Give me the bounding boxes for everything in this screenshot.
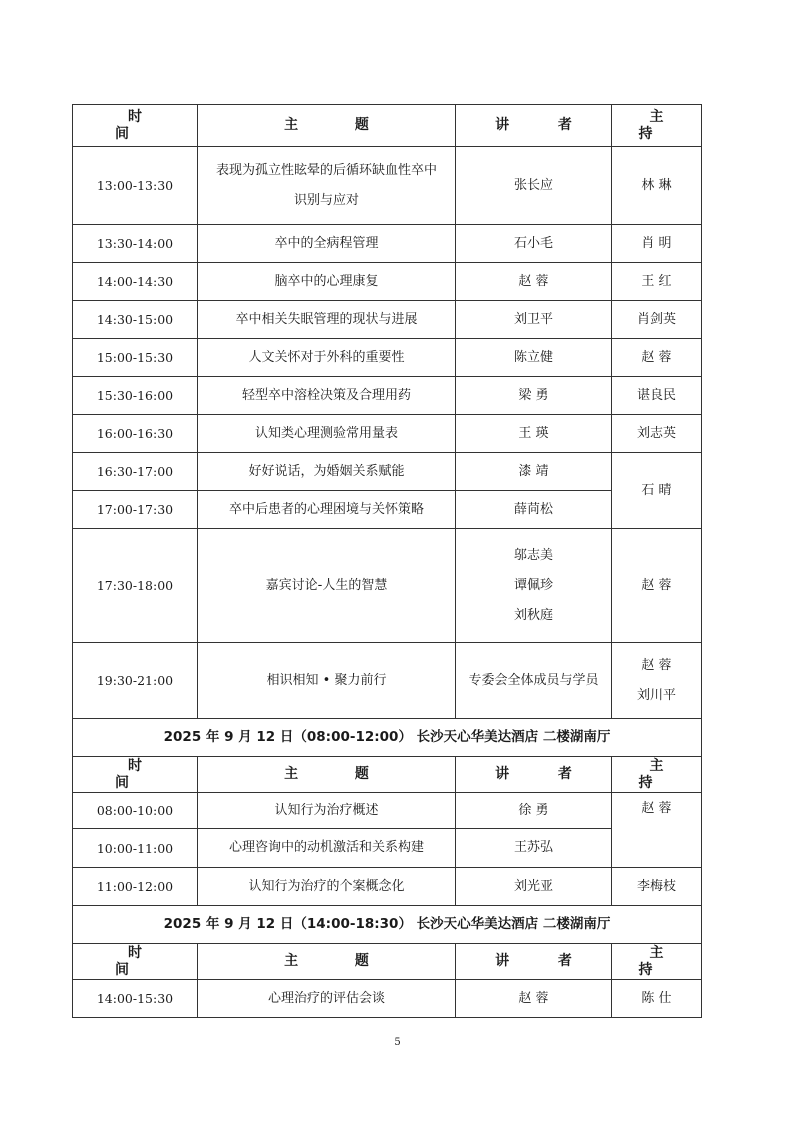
time-cell: 19:30-21:00: [73, 643, 198, 719]
speaker-cell: 石小毛: [456, 225, 612, 263]
speaker-cell: 张长应: [456, 147, 612, 225]
topic-cell: 卒中相关失眠管理的现状与进展: [198, 301, 456, 339]
header-time: 时 间: [73, 757, 198, 793]
topic-cell: 表现为孤立性眩晕的后循环缺血性卒中 识别与应对: [198, 147, 456, 225]
topic-cell: 相识相知 • 聚力前行: [198, 643, 456, 719]
header-host: 主 持: [612, 105, 702, 147]
header-speaker: 讲 者: [456, 105, 612, 147]
time-cell: 16:00-16:30: [73, 415, 198, 453]
table-row: [73, 829, 702, 868]
header-row: [73, 757, 702, 793]
time-cell: 08:00-10:00: [73, 793, 198, 829]
header-topic: 主 题: [198, 757, 456, 793]
topic-cell: 好好说话，为婚姻关系赋能: [198, 453, 456, 491]
time-cell: 17:30-18:00: [73, 529, 198, 643]
time-cell: 17:00-17:30: [73, 491, 198, 529]
host-cell: 谌良民: [612, 377, 702, 415]
topic-cell: 脑卒中的心理康复: [198, 263, 456, 301]
header-topic: 主 题: [198, 944, 456, 980]
session-title-row: [73, 719, 702, 757]
speaker-cell: 王 瑛: [456, 415, 612, 453]
host-cell: 赵 蓉 刘川平: [612, 643, 702, 719]
table-row: [73, 529, 702, 643]
topic-cell: 认知行为治疗概述: [198, 793, 456, 829]
host-cell: 肖 明: [612, 225, 702, 263]
speaker-cell: 刘卫平: [456, 301, 612, 339]
header-time: 时 间: [73, 105, 198, 147]
topic-cell: 心理咨询中的动机激活和关系构建: [198, 829, 456, 868]
host-cell: 刘志英: [612, 415, 702, 453]
time-cell: 10:00-11:00: [73, 829, 198, 868]
time-cell: 14:30-15:00: [73, 301, 198, 339]
speaker-cell: 陈立健: [456, 339, 612, 377]
topic-cell: 认知行为治疗的个案概念化: [198, 868, 456, 906]
topic-cell: 卒中的全病程管理: [198, 225, 456, 263]
host-cell: 赵 蓉: [612, 339, 702, 377]
session-title-row: [73, 906, 702, 944]
time-cell: 16:30-17:00: [73, 453, 198, 491]
header-host: 主 持: [612, 757, 702, 793]
table-row: [73, 415, 702, 453]
speaker-cell: 王苏弘: [456, 829, 612, 868]
topic-cell: 轻型卒中溶栓决策及合理用药: [198, 377, 456, 415]
host-cell: 王 红: [612, 263, 702, 301]
speaker-cell: 薛苘松: [456, 491, 612, 529]
table-row: [73, 339, 702, 377]
table-row: [73, 453, 702, 491]
speaker-cell: 赵 蓉: [456, 980, 612, 1018]
time-cell: 14:00-14:30: [73, 263, 198, 301]
time-cell: 11:00-12:00: [73, 868, 198, 906]
speaker-cell: 漆 靖: [456, 453, 612, 491]
table-row: [73, 793, 702, 829]
host-cell: 赵 蓉: [612, 529, 702, 643]
topic-cell: 卒中后患者的心理困境与关怀策略: [198, 491, 456, 529]
header-speaker: 讲 者: [456, 757, 612, 793]
speaker-cell: 赵 蓉: [456, 263, 612, 301]
table-row: [73, 980, 702, 1018]
table-row: [73, 491, 702, 529]
speaker-cell: 专委会全体成员与学员: [456, 643, 612, 719]
header-time: 时 间: [73, 944, 198, 980]
time-cell: 14:00-15:30: [73, 980, 198, 1018]
host-cell: 林 琳: [612, 147, 702, 225]
host-cell: 赵 蓉: [612, 793, 702, 868]
page-number: 5: [394, 1037, 401, 1048]
header-speaker: 讲 者: [456, 944, 612, 980]
table-row: [73, 301, 702, 339]
topic-cell: 人文关怀对于外科的重要性: [198, 339, 456, 377]
host-cell: 陈 仕: [612, 980, 702, 1018]
header-topic: 主 题: [198, 105, 456, 147]
host-cell: 肖剑英: [612, 301, 702, 339]
time-cell: 13:00-13:30: [73, 147, 198, 225]
speaker-cell: 刘光亚: [456, 868, 612, 906]
time-cell: 13:30-14:00: [73, 225, 198, 263]
table-row: [73, 147, 702, 225]
schedule-table: [72, 104, 702, 1018]
table-row: [73, 643, 702, 719]
host-cell: 石 晴: [612, 453, 702, 529]
session-title: 2025 年 9 月 12 日（08:00-12:00） 长沙天心华美达酒店 二楼湖南厅: [73, 719, 702, 757]
header-row: [73, 105, 702, 147]
time-cell: 15:00-15:30: [73, 339, 198, 377]
table-row: [73, 263, 702, 301]
session-title: 2025 年 9 月 12 日（14:00-18:30） 长沙天心华美达酒店 二楼湖南厅: [73, 906, 702, 944]
topic-cell: 心理治疗的评估会谈: [198, 980, 456, 1018]
table-row: [73, 225, 702, 263]
table-row: [73, 377, 702, 415]
header-host: 主 持: [612, 944, 702, 980]
speaker-cell: 邬志美 谭佩珍 刘秋庭: [456, 529, 612, 643]
table-row: [73, 868, 702, 906]
time-cell: 15:30-16:00: [73, 377, 198, 415]
header-row: [73, 944, 702, 980]
topic-cell: 嘉宾讨论-人生的智慧: [198, 529, 456, 643]
host-cell: 李梅枝: [612, 868, 702, 906]
speaker-cell: 徐 勇: [456, 793, 612, 829]
speaker-cell: 梁 勇: [456, 377, 612, 415]
topic-cell: 认知类心理测验常用量表: [198, 415, 456, 453]
